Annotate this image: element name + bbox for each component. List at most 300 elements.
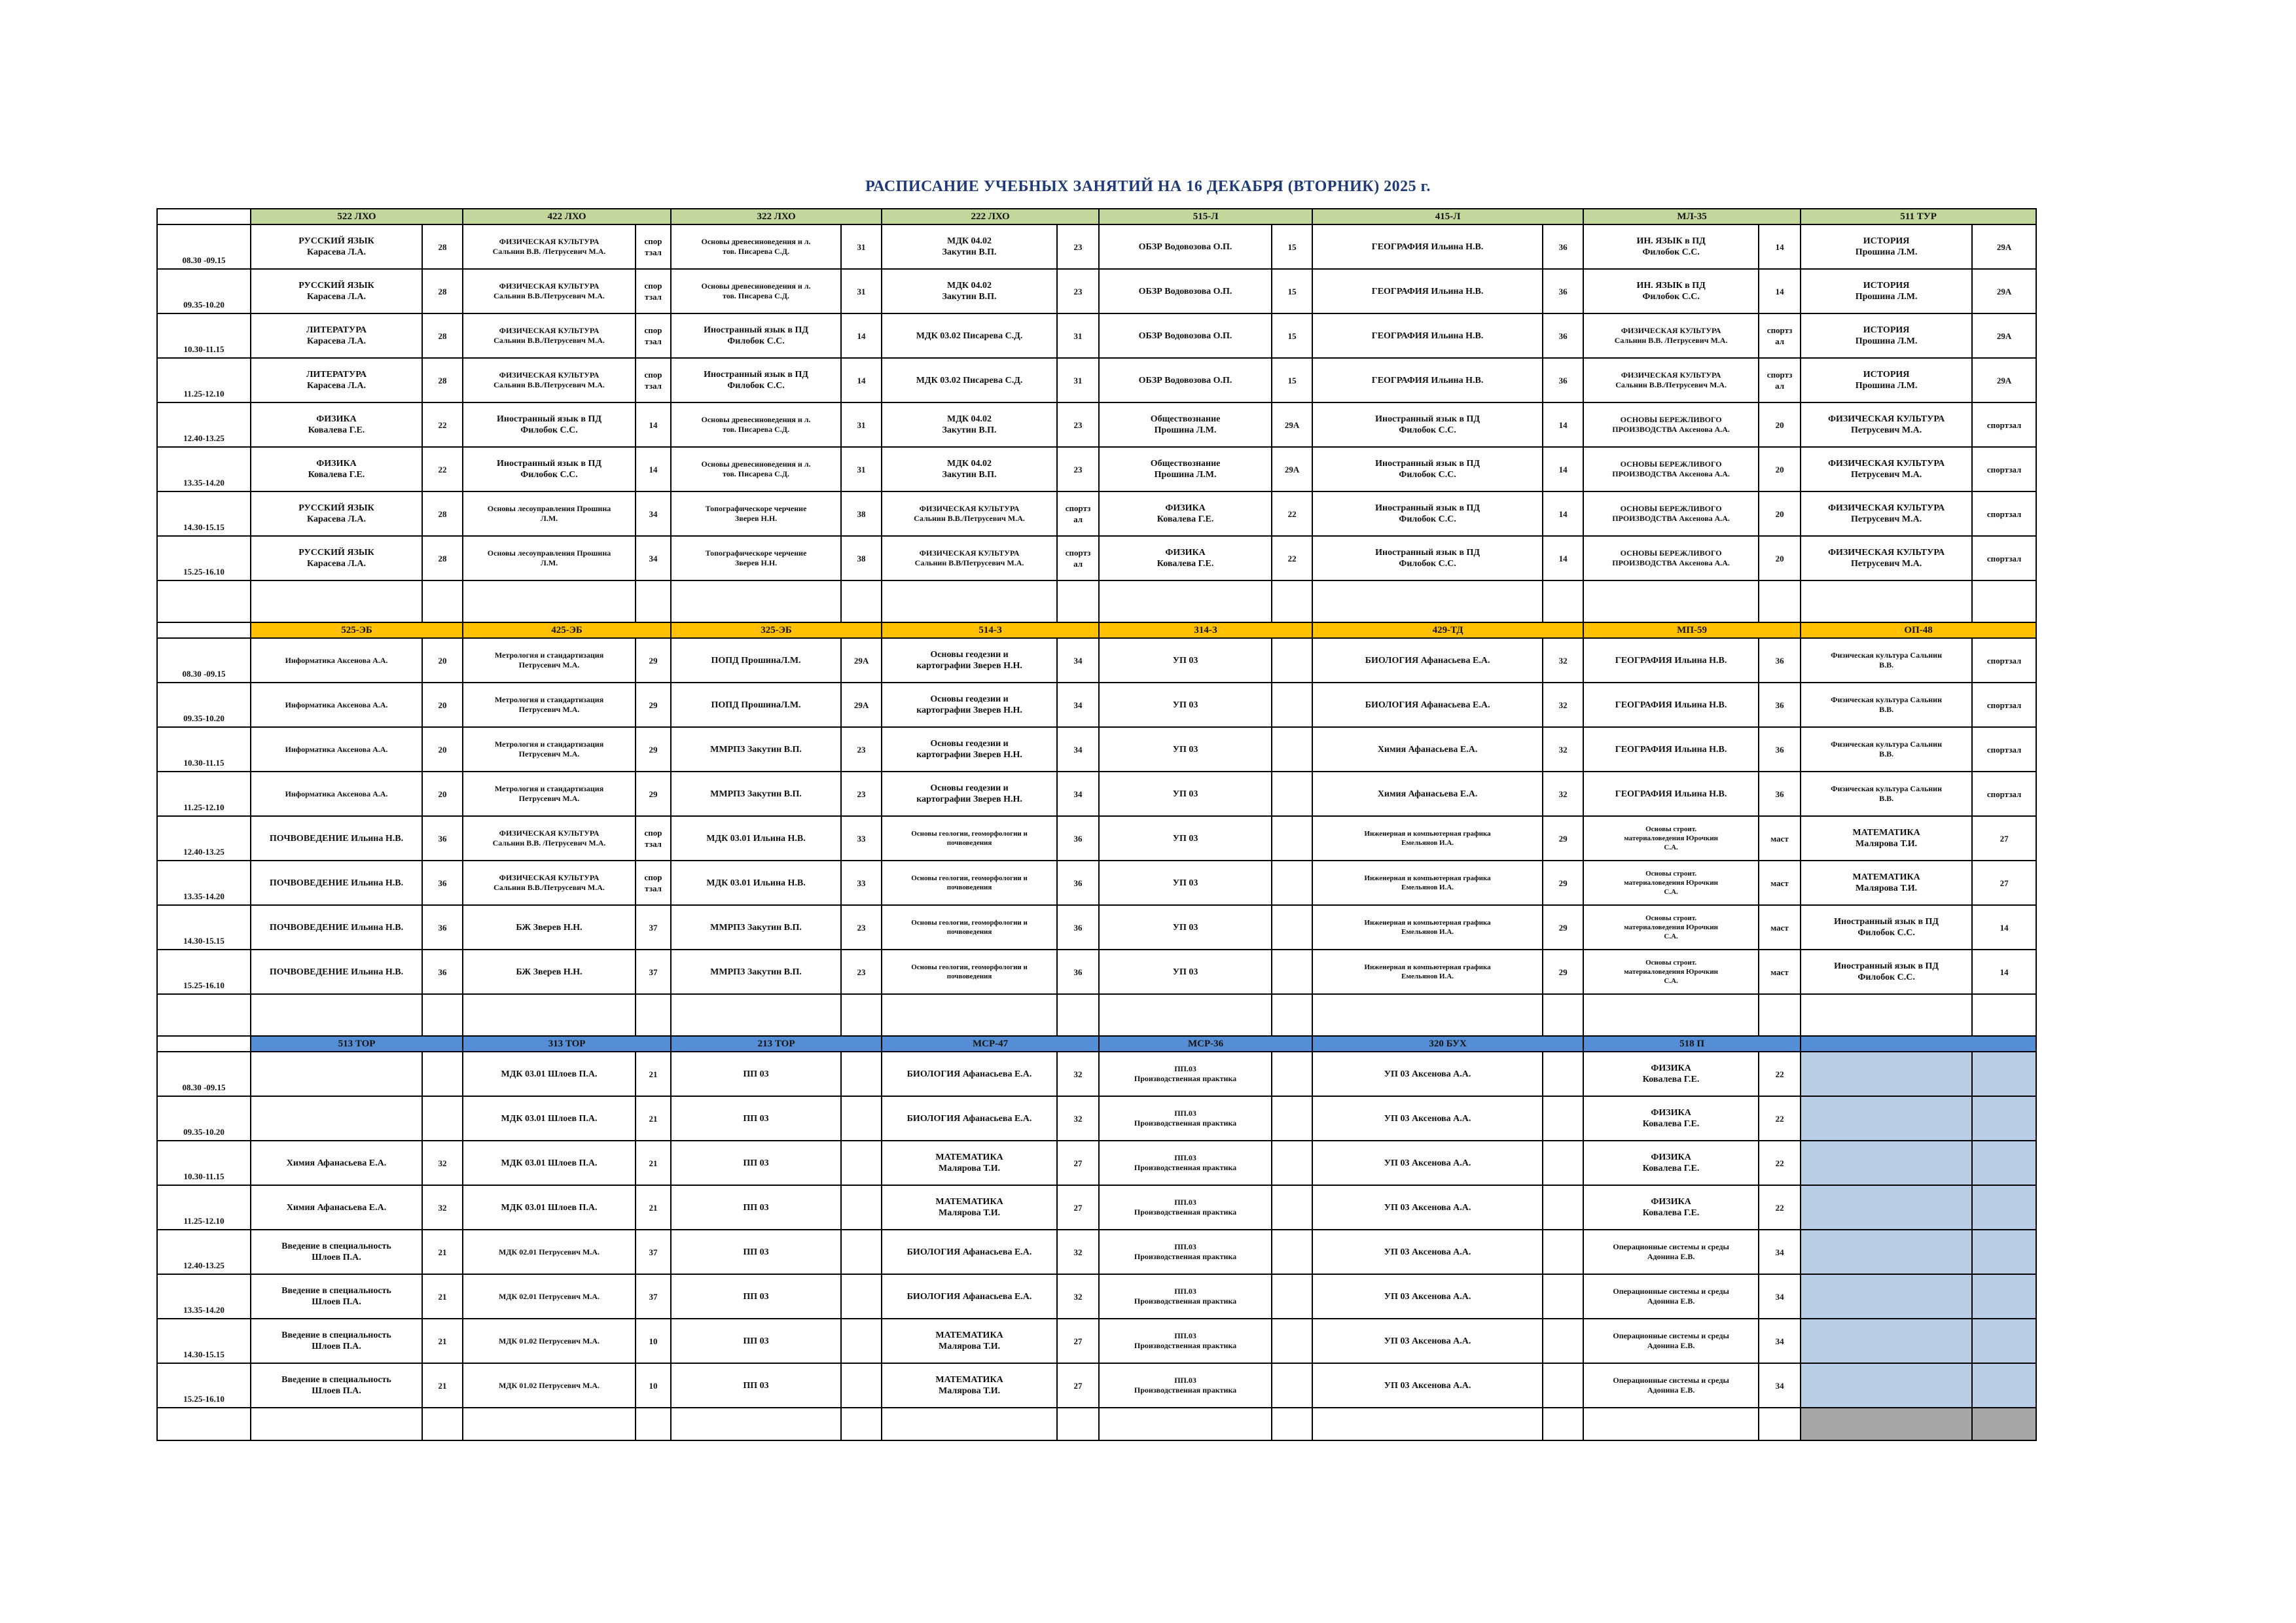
lesson-subject-cell: ИН. ЯЗЫК в ПД Филобок С.С. xyxy=(1583,224,1759,269)
spacer-cell xyxy=(463,580,636,622)
room-number-cell: 22 xyxy=(422,447,463,491)
room-number-cell: 27 xyxy=(1057,1363,1099,1408)
lesson-subject-cell: Основы строит. материаловедения Юрочкин С.А. xyxy=(1583,950,1759,994)
lesson-row xyxy=(157,638,2036,683)
lesson-subject-cell: Химия Афанасьева Е.А. xyxy=(251,1185,422,1230)
spacer-cell xyxy=(636,580,671,622)
lesson-subject-cell: ОБЗР Водовозова О.П. xyxy=(1099,313,1272,358)
room-number-cell: 23 xyxy=(841,950,882,994)
lesson-subject-cell: Основы древесиноведения и л. тов. Писарева С.Д. xyxy=(671,447,841,491)
lesson-subject-cell: ПП.03 Производственная практика xyxy=(1099,1141,1272,1185)
spacer-cell xyxy=(1312,580,1543,622)
lesson-subject-cell xyxy=(1801,1319,1972,1363)
lesson-subject-cell: ОБЗР Водовозова О.П. xyxy=(1099,358,1272,402)
lesson-subject-cell: БИОЛОГИЯ Афанасьева Е.А. xyxy=(882,1274,1057,1319)
group-name-header: 422 ЛХО xyxy=(463,209,671,224)
lesson-subject-cell: ПОЧВОВЕДЕНИЕ Ильина Н.В. xyxy=(251,905,422,950)
lesson-subject-cell: Иностранный язык в ПД Филобок С.С. xyxy=(1312,402,1543,447)
lesson-subject-cell: МДК 01.02 Петрусевич М.А. xyxy=(463,1363,636,1408)
room-number-cell: 10 xyxy=(636,1319,671,1363)
time-header-cell xyxy=(157,1036,251,1052)
lesson-subject-cell: ФИЗИКА Ковалева Г.Е. xyxy=(1099,536,1272,580)
lesson-subject-cell: ГЕОГРАФИЯ Ильина Н.В. xyxy=(1583,772,1759,816)
spacer-cell xyxy=(463,1408,636,1440)
spacer-cell xyxy=(1583,994,1759,1036)
group-header-row xyxy=(157,1036,2036,1052)
room-number-cell: 29 xyxy=(636,727,671,772)
lesson-row xyxy=(157,1274,2036,1319)
room-number-cell: 29А xyxy=(841,638,882,683)
spacer-cell xyxy=(251,994,422,1036)
lesson-subject-cell: МДК 03.01 Шлоев П.А. xyxy=(463,1141,636,1185)
lesson-subject-cell xyxy=(1801,1096,1972,1141)
room-number-cell: 27 xyxy=(1057,1141,1099,1185)
lesson-row xyxy=(157,313,2036,358)
lesson-subject-cell: МДК 04.02 Закутин В.П. xyxy=(882,402,1057,447)
room-number-cell: 28 xyxy=(422,313,463,358)
room-number-cell: 29А xyxy=(1972,358,2036,402)
lesson-subject-cell: МДК 02.01 Петрусевич М.А. xyxy=(463,1230,636,1274)
lesson-subject-cell: ПП 03 xyxy=(671,1185,841,1230)
room-number-cell xyxy=(841,1141,882,1185)
room-number-cell: 23 xyxy=(1057,447,1099,491)
room-number-cell: маст xyxy=(1759,950,1801,994)
time-header-cell xyxy=(157,622,251,638)
group-name-header: МСР-47 xyxy=(882,1036,1099,1052)
room-number-cell: 36 xyxy=(1759,683,1801,727)
lesson-subject-cell: МДК 01.02 Петрусевич М.А. xyxy=(463,1319,636,1363)
lesson-subject-cell: ГЕОГРАФИЯ Ильина Н.В. xyxy=(1312,313,1543,358)
lesson-subject-cell: ФИЗИКА Ковалева Г.Е. xyxy=(1583,1185,1759,1230)
group-name-header: 429-ТД xyxy=(1312,622,1583,638)
lesson-subject-cell: МАТЕМАТИКА Малярова Т.И. xyxy=(882,1319,1057,1363)
lesson-subject-cell: ФИЗИЧЕСКАЯ КУЛЬТУРА Сальнин В.В./Петрусевич М.А. xyxy=(463,358,636,402)
group-name-header: 213 ТОР xyxy=(671,1036,882,1052)
room-number-cell: спор тзал xyxy=(636,269,671,313)
room-number-cell: 21 xyxy=(422,1319,463,1363)
group-name-header: МСР-36 xyxy=(1099,1036,1312,1052)
lesson-subject-cell: УП 03 Аксенова А.А. xyxy=(1312,1185,1543,1230)
page-title: РАСПИСАНИЕ УЧЕБНЫХ ЗАНЯТИЙ НА 16 ДЕКАБРЯ (ВТОРНИК) 2025 г. xyxy=(865,178,1431,195)
room-number-cell xyxy=(1543,1363,1583,1408)
time-slot-label: 09.35-10.20 xyxy=(157,683,251,727)
lesson-subject-cell: РУССКИЙ ЯЗЫК Карасева Л.А. xyxy=(251,269,422,313)
room-number-cell: 23 xyxy=(1057,402,1099,447)
lesson-subject-cell: Иностранный язык в ПД Филобок С.С. xyxy=(671,358,841,402)
lesson-subject-cell xyxy=(1801,1363,1972,1408)
time-slot-label: 15.25-16.10 xyxy=(157,536,251,580)
spacer-cell xyxy=(422,1408,463,1440)
room-number-cell: 32 xyxy=(1057,1274,1099,1319)
room-number-cell: 28 xyxy=(422,224,463,269)
lesson-subject-cell: Основы геологии, геоморфологии и почвоведения xyxy=(882,861,1057,905)
room-number-cell: спортзал xyxy=(1972,638,2036,683)
room-number-cell: 32 xyxy=(1057,1096,1099,1141)
lesson-subject-cell: Обществознание Прошина Л.М. xyxy=(1099,447,1272,491)
lesson-subject-cell: ПП 03 xyxy=(671,1141,841,1185)
lesson-subject-cell: УП 03 xyxy=(1099,727,1272,772)
room-number-cell: 14 xyxy=(1972,905,2036,950)
lesson-subject-cell: ФИЗИЧЕСКАЯ КУЛЬТУРА Сальнин В.В/Петрусевич М.А. xyxy=(882,536,1057,580)
spacer-cell xyxy=(1312,994,1543,1036)
room-number-cell: 38 xyxy=(841,536,882,580)
spacer-cell xyxy=(157,580,251,622)
lesson-subject-cell: ИСТОРИЯ Прошина Л.М. xyxy=(1801,313,1972,358)
group-name-header: 415-Л xyxy=(1312,209,1583,224)
lesson-subject-cell: Операционные системы и среды Адонина Е.В. xyxy=(1583,1230,1759,1274)
room-number-cell: 28 xyxy=(422,358,463,402)
lesson-row xyxy=(157,861,2036,905)
lesson-row xyxy=(157,816,2036,861)
room-number-cell: 36 xyxy=(422,950,463,994)
room-number-cell: 22 xyxy=(1272,491,1312,536)
room-number-cell: 27 xyxy=(1972,861,2036,905)
time-slot-label: 11.25-12.10 xyxy=(157,772,251,816)
room-number-cell xyxy=(1543,1052,1583,1096)
time-slot-label: 08.30 -09.15 xyxy=(157,224,251,269)
lesson-row xyxy=(157,402,2036,447)
lesson-row xyxy=(157,1230,2036,1274)
room-number-cell xyxy=(1272,772,1312,816)
lesson-subject-cell: ПП.03 Производственная практика xyxy=(1099,1096,1272,1141)
lesson-subject-cell: ПП 03 xyxy=(671,1319,841,1363)
room-number-cell: спортз ал xyxy=(1759,358,1801,402)
spacer-cell xyxy=(157,994,251,1036)
room-number-cell: спортзал xyxy=(1972,683,2036,727)
lesson-subject-cell: Иностранный язык в ПД Филобок С.С. xyxy=(1312,491,1543,536)
room-number-cell: 20 xyxy=(1759,447,1801,491)
lesson-subject-cell: Основы древесиноведения и л. тов. Писарева С.Д. xyxy=(671,269,841,313)
room-number-cell: 22 xyxy=(1759,1141,1801,1185)
lesson-subject-cell: Химия Афанасьева Е.А. xyxy=(1312,772,1543,816)
time-slot-label: 13.35-14.20 xyxy=(157,861,251,905)
room-number-cell: 23 xyxy=(1057,269,1099,313)
lesson-subject-cell: Физическая культура Сальнин В.В. xyxy=(1801,683,1972,727)
lesson-subject-cell: МДК 02.01 Петрусевич М.А. xyxy=(463,1274,636,1319)
lesson-subject-cell: Основы строит. материаловедения Юрочкин С.А. xyxy=(1583,905,1759,950)
room-number-cell: 14 xyxy=(1543,491,1583,536)
lesson-subject-cell: ФИЗИЧЕСКАЯ КУЛЬТУРА Петрусевич М.А. xyxy=(1801,491,1972,536)
lesson-subject-cell: МАТЕМАТИКА Малярова Т.И. xyxy=(1801,816,1972,861)
lesson-subject-cell: ПП 03 xyxy=(671,1096,841,1141)
spacer-cell xyxy=(1272,580,1312,622)
lesson-subject-cell: Основы геодезии и картографии Зверев Н.Н. xyxy=(882,683,1057,727)
lesson-subject-cell: ОСНОВЫ БЕРЕЖЛИВОГО ПРОИЗВОДСТВА Аксенова А.А. xyxy=(1583,491,1759,536)
lesson-subject-cell: ПП 03 xyxy=(671,1230,841,1274)
group-name-header: 518 П xyxy=(1583,1036,1801,1052)
lesson-subject-cell: ФИЗИЧЕСКАЯ КУЛЬТУРА Сальнин В.В. /Петрусевич М.А. xyxy=(1583,313,1759,358)
room-number-cell xyxy=(841,1052,882,1096)
room-number-cell: 27 xyxy=(1057,1319,1099,1363)
lesson-subject-cell: ПП 03 xyxy=(671,1363,841,1408)
lesson-subject-cell: РУССКИЙ ЯЗЫК Карасева Л.А. xyxy=(251,536,422,580)
spacer-cell xyxy=(1972,580,2036,622)
lesson-subject-cell: ПОЧВОВЕДЕНИЕ Ильина Н.В. xyxy=(251,816,422,861)
spacer-cell xyxy=(1759,580,1801,622)
lesson-subject-cell: БИОЛОГИЯ Афанасьева Е.А. xyxy=(882,1052,1057,1096)
room-number-cell xyxy=(841,1319,882,1363)
lesson-subject-cell: ФИЗИЧЕСКАЯ КУЛЬТУРА Петрусевич М.А. xyxy=(1801,402,1972,447)
room-number-cell: 29А xyxy=(841,683,882,727)
group-name-header: 313 ТОР xyxy=(463,1036,671,1052)
spacer-cell xyxy=(1801,994,1972,1036)
lesson-subject-cell xyxy=(1801,1230,1972,1274)
room-number-cell xyxy=(1272,950,1312,994)
room-number-cell: 23 xyxy=(841,727,882,772)
lesson-subject-cell: МДК 03.01 Ильина Н.В. xyxy=(671,861,841,905)
lesson-subject-cell: ПП.03 Производственная практика xyxy=(1099,1363,1272,1408)
room-number-cell: 36 xyxy=(1543,224,1583,269)
room-number-cell: 34 xyxy=(636,536,671,580)
room-number-cell: 22 xyxy=(1759,1185,1801,1230)
lesson-row xyxy=(157,1141,2036,1185)
room-number-cell: маст xyxy=(1759,905,1801,950)
lesson-subject-cell: ИСТОРИЯ Прошина Л.М. xyxy=(1801,224,1972,269)
time-slot-label: 15.25-16.10 xyxy=(157,950,251,994)
lesson-subject-cell: Информатика Аксенова А.А. xyxy=(251,638,422,683)
lesson-subject-cell: Метрология и стандартизация Петрусевич М.А. xyxy=(463,638,636,683)
lesson-subject-cell: ММРПЗ Закутин В.П. xyxy=(671,772,841,816)
lesson-subject-cell: УП 03 xyxy=(1099,950,1272,994)
spacer-cell xyxy=(1099,1408,1272,1440)
room-number-cell xyxy=(1543,1274,1583,1319)
room-number-cell xyxy=(1543,1319,1583,1363)
room-number-cell: 29А xyxy=(1972,269,2036,313)
lesson-subject-cell: Физическая культура Сальнин В.В. xyxy=(1801,638,1972,683)
lesson-row xyxy=(157,905,2036,950)
room-number-cell: спор тзал xyxy=(636,816,671,861)
group-name-header: 513 ТОР xyxy=(251,1036,463,1052)
spacer-cell xyxy=(882,1408,1057,1440)
lesson-row xyxy=(157,727,2036,772)
lesson-row xyxy=(157,1319,2036,1363)
lesson-subject-cell: ФИЗИЧЕСКАЯ КУЛЬТУРА Сальнин В.В./Петрусевич М.А. xyxy=(463,861,636,905)
time-slot-label: 10.30-11.15 xyxy=(157,313,251,358)
room-number-cell: маст xyxy=(1759,816,1801,861)
room-number-cell: спор тзал xyxy=(636,358,671,402)
lesson-subject-cell: ЛИТЕРАТУРА Карасева Л.А. xyxy=(251,313,422,358)
room-number-cell: 31 xyxy=(1057,358,1099,402)
room-number-cell: 32 xyxy=(422,1185,463,1230)
lesson-subject-cell: МДК 04.02 Закутин В.П. xyxy=(882,269,1057,313)
lesson-subject-cell: Иностранный язык в ПД Филобок С.С. xyxy=(671,313,841,358)
lesson-subject-cell: ФИЗИЧЕСКАЯ КУЛЬТУРА Петрусевич М.А. xyxy=(1801,447,1972,491)
room-number-cell xyxy=(841,1185,882,1230)
room-number-cell: спортзал xyxy=(1972,491,2036,536)
spacer-cell xyxy=(1272,994,1312,1036)
room-number-cell: 21 xyxy=(636,1096,671,1141)
room-number-cell: 32 xyxy=(1543,772,1583,816)
time-slot-label: 10.30-11.15 xyxy=(157,727,251,772)
time-slot-label: 13.35-14.20 xyxy=(157,1274,251,1319)
room-number-cell xyxy=(1972,1274,2036,1319)
spacer-cell xyxy=(882,580,1057,622)
room-number-cell: маст xyxy=(1759,861,1801,905)
spacer-cell xyxy=(636,1408,671,1440)
room-number-cell: 32 xyxy=(1543,727,1583,772)
lesson-row xyxy=(157,447,2036,491)
room-number-cell: 28 xyxy=(422,536,463,580)
lesson-subject-cell: ПП 03 xyxy=(671,1052,841,1096)
lesson-subject-cell: ИСТОРИЯ Прошина Л.М. xyxy=(1801,269,1972,313)
lesson-row xyxy=(157,1363,2036,1408)
spacer-cell xyxy=(1099,994,1272,1036)
room-number-cell xyxy=(1272,1363,1312,1408)
time-slot-label: 11.25-12.10 xyxy=(157,1185,251,1230)
group-name-header: 511 ТУР xyxy=(1801,209,2036,224)
room-number-cell: 34 xyxy=(1057,638,1099,683)
spacer-cell xyxy=(1972,994,2036,1036)
lesson-subject-cell: Операционные системы и среды Адонина Е.В. xyxy=(1583,1274,1759,1319)
lesson-row xyxy=(157,1096,2036,1141)
lesson-subject-cell: ОСНОВЫ БЕРЕЖЛИВОГО ПРОИЗВОДСТВА Аксенова А.А. xyxy=(1583,536,1759,580)
lesson-subject-cell: ОБЗР Водовозова О.П. xyxy=(1099,269,1272,313)
room-number-cell xyxy=(1272,1230,1312,1274)
time-slot-label: 12.40-13.25 xyxy=(157,402,251,447)
room-number-cell: 21 xyxy=(636,1052,671,1096)
spacer-cell xyxy=(636,994,671,1036)
lesson-subject-cell: ММРПЗ Закутин В.П. xyxy=(671,905,841,950)
room-number-cell: 14 xyxy=(1759,224,1801,269)
lesson-subject-cell xyxy=(1801,1141,1972,1185)
room-number-cell: 21 xyxy=(422,1363,463,1408)
room-number-cell: 29 xyxy=(636,638,671,683)
room-number-cell xyxy=(1272,1274,1312,1319)
room-number-cell: 34 xyxy=(1057,772,1099,816)
group-name-header: 325-ЭБ xyxy=(671,622,882,638)
spacer-cell xyxy=(1099,580,1272,622)
room-number-cell: 20 xyxy=(1759,491,1801,536)
lesson-subject-cell: Основы геодезии и картографии Зверев Н.Н. xyxy=(882,727,1057,772)
spacer-row xyxy=(157,1408,2036,1440)
group-header-row xyxy=(157,209,2036,224)
lesson-subject-cell: ПП.03 Производственная практика xyxy=(1099,1274,1272,1319)
room-number-cell: 28 xyxy=(422,269,463,313)
lesson-subject-cell: ПОЧВОВЕДЕНИЕ Ильина Н.В. xyxy=(251,861,422,905)
room-number-cell: спортзал xyxy=(1972,447,2036,491)
room-number-cell xyxy=(1972,1185,2036,1230)
spacer-cell xyxy=(1759,1408,1801,1440)
spacer-cell xyxy=(841,580,882,622)
room-number-cell: 14 xyxy=(841,313,882,358)
room-number-cell: 29А xyxy=(1272,402,1312,447)
spacer-cell xyxy=(671,580,841,622)
lesson-subject-cell: ИСТОРИЯ Прошина Л.М. xyxy=(1801,358,1972,402)
room-number-cell: 14 xyxy=(636,447,671,491)
lesson-subject-cell: УП 03 xyxy=(1099,683,1272,727)
lesson-subject-cell: ФИЗИЧЕСКАЯ КУЛЬТУРА Сальнин В.В./Петрусевич М.А. xyxy=(1583,358,1759,402)
room-number-cell: 21 xyxy=(422,1230,463,1274)
schedule-table xyxy=(156,208,2037,1441)
spacer-row xyxy=(157,994,2036,1036)
lesson-subject-cell: ГЕОГРАФИЯ Ильина Н.В. xyxy=(1312,358,1543,402)
room-number-cell: 36 xyxy=(1057,816,1099,861)
room-number-cell xyxy=(1272,861,1312,905)
lesson-subject-cell: МАТЕМАТИКА Малярова Т.И. xyxy=(882,1141,1057,1185)
lesson-subject-cell: МДК 03.01 Ильина Н.В. xyxy=(671,816,841,861)
group-name-header: 525-ЭБ xyxy=(251,622,463,638)
lesson-subject-cell: МАТЕМАТИКА Малярова Т.И. xyxy=(882,1185,1057,1230)
room-number-cell: 31 xyxy=(841,224,882,269)
room-number-cell: 31 xyxy=(841,447,882,491)
lesson-subject-cell: ПП.03 Производственная практика xyxy=(1099,1185,1272,1230)
group-name-header: 314-З xyxy=(1099,622,1312,638)
room-number-cell: 20 xyxy=(1759,536,1801,580)
lesson-subject-cell: Инженерная и компьютерная графика Емельянов И.А. xyxy=(1312,950,1543,994)
lesson-subject-cell: РУССКИЙ ЯЗЫК Карасева Л.А. xyxy=(251,224,422,269)
lesson-subject-cell: УП 03 Аксенова А.А. xyxy=(1312,1274,1543,1319)
lesson-subject-cell: ММРПЗ Закутин В.П. xyxy=(671,950,841,994)
lesson-subject-cell: ПП 03 xyxy=(671,1274,841,1319)
room-number-cell xyxy=(1272,1052,1312,1096)
lesson-subject-cell: БИОЛОГИЯ Афанасьева Е.А. xyxy=(882,1230,1057,1274)
spacer-cell xyxy=(1543,580,1583,622)
lesson-subject-cell: УП 03 Аксенова А.А. xyxy=(1312,1319,1543,1363)
room-number-cell: 14 xyxy=(1543,402,1583,447)
lesson-row xyxy=(157,358,2036,402)
spacer-cell xyxy=(1057,1408,1099,1440)
room-number-cell: 14 xyxy=(1972,950,2036,994)
lesson-subject-cell xyxy=(1801,1274,1972,1319)
group-name-header: 514-З xyxy=(882,622,1099,638)
lesson-subject-cell: Топографическоре черчение Зверев Н.Н. xyxy=(671,536,841,580)
lesson-subject-cell: Основы геологии, геоморфологии и почвоведения xyxy=(882,950,1057,994)
lesson-subject-cell: ГЕОГРАФИЯ Ильина Н.В. xyxy=(1583,727,1759,772)
lesson-subject-cell: Введение в специальность Шлоев П.А. xyxy=(251,1274,422,1319)
lesson-subject-cell: ФИЗИЧЕСКАЯ КУЛЬТУРА Сальнин В.В./Петрусевич М.А. xyxy=(882,491,1057,536)
lesson-subject-cell: ФИЗИКА Ковалева Г.Е. xyxy=(1583,1096,1759,1141)
lesson-subject-cell: Основы геодезии и картографии Зверев Н.Н. xyxy=(882,638,1057,683)
room-number-cell: 34 xyxy=(1759,1230,1801,1274)
room-number-cell: 28 xyxy=(422,491,463,536)
lesson-subject-cell: Инженерная и компьютерная графика Емельянов И.А. xyxy=(1312,905,1543,950)
lesson-row xyxy=(157,772,2036,816)
spacer-cell xyxy=(882,994,1057,1036)
spacer-cell xyxy=(1543,1408,1583,1440)
room-number-cell: 29А xyxy=(1972,313,2036,358)
lesson-subject-cell: ФИЗИЧЕСКАЯ КУЛЬТУРА Петрусевич М.А. xyxy=(1801,536,1972,580)
spacer-cell xyxy=(251,1408,422,1440)
room-number-cell xyxy=(1272,683,1312,727)
lesson-subject-cell: ГЕОГРАФИЯ Ильина Н.В. xyxy=(1312,224,1543,269)
spacer-cell xyxy=(422,580,463,622)
room-number-cell xyxy=(1972,1230,2036,1274)
time-slot-label: 12.40-13.25 xyxy=(157,1230,251,1274)
lesson-subject-cell: Иностранный язык в ПД Филобок С.С. xyxy=(1312,536,1543,580)
room-number-cell: 29 xyxy=(1543,816,1583,861)
lesson-subject-cell: Физическая культура Сальнин В.В. xyxy=(1801,727,1972,772)
time-slot-label: 13.35-14.20 xyxy=(157,447,251,491)
group-name-header: МЛ-35 xyxy=(1583,209,1801,224)
group-name-header: ОП-48 xyxy=(1801,622,2036,638)
spacer-row xyxy=(157,580,2036,622)
spacer-cell xyxy=(1312,1408,1543,1440)
room-number-cell xyxy=(1972,1052,2036,1096)
lesson-subject-cell: БЖ Зверев Н.Н. xyxy=(463,905,636,950)
room-number-cell: 37 xyxy=(636,1230,671,1274)
room-number-cell: 34 xyxy=(1759,1274,1801,1319)
room-number-cell: 33 xyxy=(841,816,882,861)
spacer-cell xyxy=(1272,1408,1312,1440)
time-slot-label: 14.30-15.15 xyxy=(157,491,251,536)
room-number-cell: спортзал xyxy=(1972,727,2036,772)
room-number-cell: 36 xyxy=(422,816,463,861)
room-number-cell xyxy=(1543,1185,1583,1230)
group-name-header: 515-Л xyxy=(1099,209,1312,224)
lesson-subject-cell: ГЕОГРАФИЯ Ильина Н.В. xyxy=(1583,638,1759,683)
lesson-subject-cell: УП 03 xyxy=(1099,816,1272,861)
lesson-subject-cell: Метрология и стандартизация Петрусевич М.А. xyxy=(463,772,636,816)
